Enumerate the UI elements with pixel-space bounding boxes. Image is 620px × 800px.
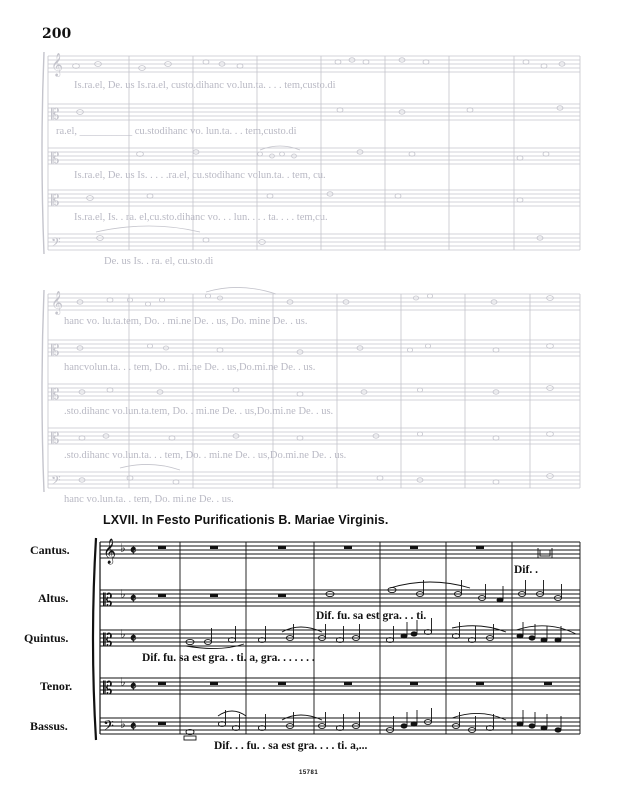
system-1-lyric-line: Is.ra.el, De. us Is.ra.el, custo.dihanc vo.lun.ta. . . . tem,custo.di xyxy=(74,80,336,91)
voice-label-quintus: Quintus. xyxy=(24,631,69,645)
system-2-staff-1 xyxy=(48,294,580,310)
system-2-lyric-line: hancvolun.ta. . . tem, Do. . mi.ne De. . us,Do.mi.ne De. . us. xyxy=(64,362,316,373)
voice-label-cantus: Cantus. xyxy=(30,543,70,557)
system-1-staff-4 xyxy=(48,190,580,206)
system-bracket xyxy=(93,538,96,740)
tenor-staff xyxy=(100,678,580,694)
system-1-lyric-line: De. us Is. . ra. el, cu.sto.di xyxy=(104,256,214,267)
system-2-staff-2 xyxy=(48,340,580,356)
system-3 xyxy=(93,538,580,740)
section-title: LXVII. In Festo Purificationis B. Mariae Virginis. xyxy=(103,513,389,527)
svg-text:𝄢: 𝄢 xyxy=(51,235,61,253)
svg-text:𝄵: 𝄵 xyxy=(130,719,137,735)
voice-label-bassus: Bassus. xyxy=(30,719,68,733)
altus-lyric: Dif. fu. sa est gra. . . ti. xyxy=(316,610,427,622)
c-clef-icon: 𝄡 xyxy=(103,631,113,651)
cantus-lyric: Dif. . xyxy=(514,564,538,576)
c-clef-icon: 𝄡 xyxy=(103,679,113,699)
svg-text:♭: ♭ xyxy=(120,717,126,731)
voice-label-tenor: Tenor. xyxy=(40,679,73,693)
bass-clef-icon: 𝄢 xyxy=(103,718,114,738)
svg-text:𝄡: 𝄡 xyxy=(51,429,60,447)
system-2-staff-3 xyxy=(48,384,580,400)
system-2-staff-4 xyxy=(48,428,580,444)
svg-text:𝄞: 𝄞 xyxy=(51,52,63,76)
quintus-lyric: Dif. fu. sa est gra. . ti. a, gra. . . . . . . xyxy=(142,652,315,664)
svg-text:𝄡: 𝄡 xyxy=(51,341,60,359)
system-2-lyric-line: hanc vo.lun.ta. . tem, Do. mi.ne De. . us. xyxy=(64,494,234,505)
svg-text:𝄞: 𝄞 xyxy=(51,290,63,314)
svg-text:𝄵: 𝄵 xyxy=(130,631,137,647)
system-1-staff-2 xyxy=(48,104,580,120)
svg-text:𝄢: 𝄢 xyxy=(51,473,61,491)
voice-label-altus: Altus. xyxy=(38,591,69,605)
svg-text:𝄡: 𝄡 xyxy=(51,191,60,209)
system-1-lyric-line: Is.ra.el, Is. . ra. el,cu.sto.dihanc vo. . . lun. . . . ta. . . . tem,cu. xyxy=(74,212,328,223)
svg-text:𝄵: 𝄵 xyxy=(130,679,137,695)
altus-staff xyxy=(100,590,580,606)
svg-text:𝄡: 𝄡 xyxy=(51,105,60,123)
system-2-lyric-line: .sto.dihanc vo.lun.ta.tem, Do. . mi.ne De. . us,Do.mi.ne De. . us. xyxy=(64,406,334,417)
svg-text:♭: ♭ xyxy=(120,675,126,689)
footer-plate-number: 15781 xyxy=(299,770,319,776)
c-clef-icon: 𝄡 xyxy=(103,591,113,611)
bassus-lyric: Dif. . . fu. . sa est gra. . . . ti. a,... xyxy=(214,740,368,752)
system-1-staff-5 xyxy=(48,234,580,250)
cantus-staff xyxy=(100,542,580,558)
svg-text:𝄵: 𝄵 xyxy=(130,543,137,559)
svg-text:𝄵: 𝄵 xyxy=(130,591,137,607)
svg-text:♭: ♭ xyxy=(120,627,126,641)
svg-text:𝄡: 𝄡 xyxy=(51,149,60,167)
page-number: 200 xyxy=(42,26,72,42)
system-1-staff-1 xyxy=(48,56,580,72)
treble-clef-icon: 𝄞 xyxy=(103,539,117,564)
system-1-lyric-line: Is.ra.el, De. us Is. . . . .ra.el, cu.stodihanc volun.ta. . tem, cu. xyxy=(74,170,326,181)
system-1-staff-3 xyxy=(48,148,580,164)
svg-text:♭: ♭ xyxy=(120,587,126,601)
system-1-lyric-line: ra.el, __________ cu.stodihanc vo. lun.ta. . . tem,custo.di xyxy=(56,126,297,137)
svg-text:♭: ♭ xyxy=(120,541,126,555)
svg-text:𝄡: 𝄡 xyxy=(51,385,60,403)
system-2-lyric-line: .sto.dihanc vo.lun.ta. . . tem, Do. . mi.ne De. . us,Do.mi.ne De. . us. xyxy=(64,450,347,461)
system-2-lyric-line: hanc vo. lu.ta.tem, Do. . mi.ne De. . us, Do. mine De. . us. xyxy=(64,316,308,327)
